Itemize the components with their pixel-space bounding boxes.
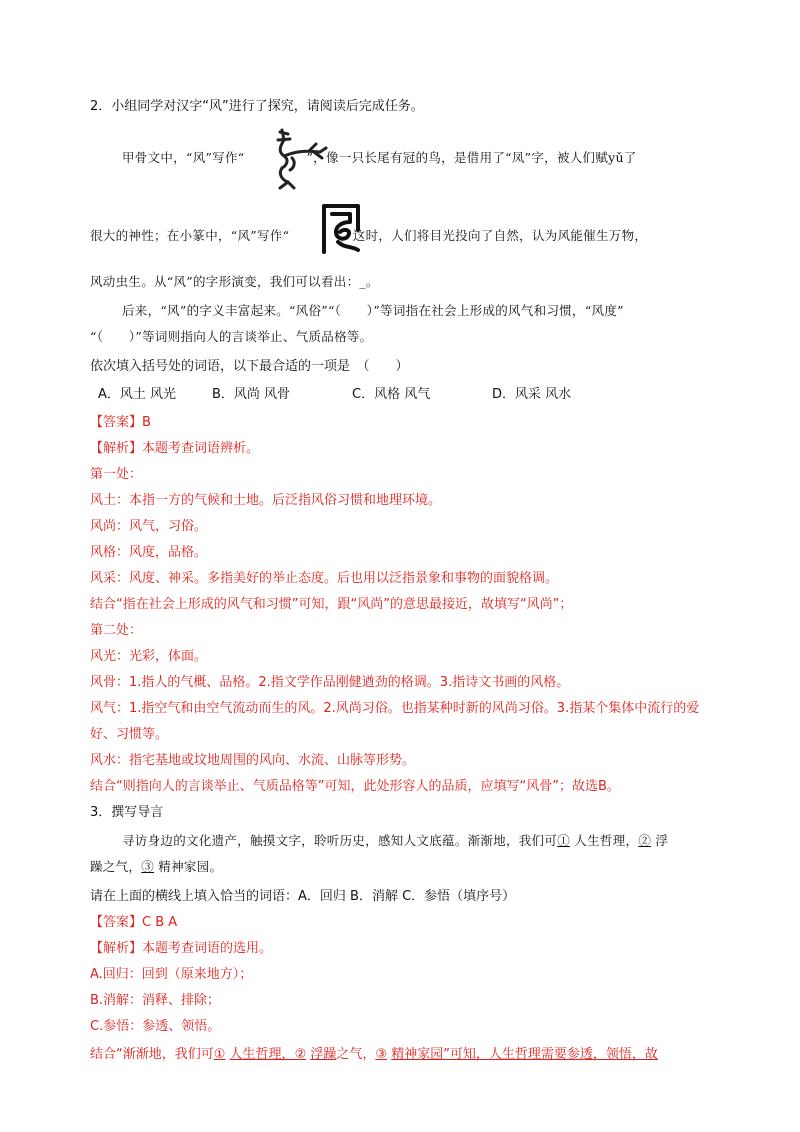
q3-last-a: 结合“渐渐地，我们可 (90, 1047, 214, 1062)
blank-3: ③ (141, 859, 155, 874)
q3-last-e: 之气， (336, 1047, 376, 1062)
q3-p2-text-b: 精神家园。 (158, 859, 223, 874)
q3-analysis-3: C.参悟：参透、领悟。 (90, 1019, 221, 1034)
q2-p5: “（ ）”等词则指向人的言谈举止、气质品格等。 (90, 329, 373, 344)
q2-analysis-12: 风水：指宅基地或坟地周围的风向、水流、山脉等形势。 (90, 753, 416, 768)
q3-paragraph-line-1 (122, 831, 668, 851)
q2-analysis-0: 【解析】本题考查词语辨析。 (90, 441, 260, 456)
q2-analysis-3: 风尚：风气，习俗。 (90, 519, 208, 534)
q2-p1-text-b: ”，像一只长尾有冠的鸟，是借用了“凤”字，被人们赋yǔ了 (306, 150, 637, 165)
q3-analysis-2: B.消解：消释、排除； (90, 993, 221, 1008)
q3-last-c: 人生哲理， (229, 1047, 295, 1062)
q2-analysis-8: 风光：光彩，体面。 (90, 649, 208, 664)
q2-analysis-10: 风气：1.指空气和由空气流动而生的风。2.风尚习俗。也指某种时新的风尚习俗。3.指某个集体中流行的爱 (90, 701, 700, 716)
q2-p1-text-a: 甲骨文中，“风”写作“ (122, 150, 245, 165)
q2-paragraph-line-2 (90, 226, 647, 246)
q2-analysis-6: 结合“指在社会上形成的风气和习惯”可知，跟“风尚”的意思最接近，故填写“风尚”； (90, 597, 573, 612)
q3-p1-text-b: 人生哲理， (574, 833, 639, 848)
q2-analysis-13: 结合“则指向人的言谈举止、气质品格等”可知，此处形容人的品质，应填写“风骨”；故选B。 (90, 779, 620, 794)
q3-analysis-1: A.回归：回到（原来地方）； (90, 967, 253, 982)
q3-title: 3．撰写导言 (90, 805, 164, 820)
blank-1: ① (557, 833, 571, 848)
q3-last-d: 浮躁 (310, 1047, 337, 1062)
q2-paragraph-line-1 (122, 148, 637, 168)
q3-analysis-0: 【解析】本题考查词语的选用。 (90, 941, 273, 956)
q3-last-blank-1: ① (213, 1047, 226, 1062)
q3-question: 请在上面的横线上填入恰当的词语：A．回归 B．消解 C．参悟（填序号） (90, 889, 516, 904)
oracle-bone-feng-glyph (270, 128, 330, 190)
q3-p1-text-a: 寻访身边的文化遗产，触摸文字，聆听历史，感知人文底蕴。渐渐地，我们可 (122, 833, 558, 848)
q3-last-f: 精神家园”可知，人生哲理需要参透，领悟，故 (391, 1047, 658, 1062)
q2-analysis-1: 第一处： (90, 467, 143, 482)
q2-analysis-2: 风土：本指一方的气候和土地。后泛指风俗习惯和地理环境。 (90, 493, 442, 508)
q2-p4: 后来，“风”的字义丰富起来。“风俗”“（ ）”等词指在社会上形成的风气和习惯，“风度” (122, 303, 624, 318)
q2-option-c: C．风格 风气 (352, 387, 431, 402)
q2-analysis-9: 风骨：1.指人的气概、品格。2.指文学作品刚健遒劲的格调。3.指诗文书画的风格。 (90, 675, 570, 690)
q3-p2-text-a: 躁之气， (90, 859, 142, 874)
q3-last-line (90, 1045, 658, 1065)
q2-option-a: A．风土 风光 (98, 387, 177, 402)
q2-option-b: B．风尚 风骨 (212, 387, 291, 402)
q2-analysis-11: 好、习惯等。 (90, 727, 169, 742)
q2-title: 2．小组同学对汉字“风”进行了探究，请阅读后完成任务。 (90, 99, 424, 114)
q2-analysis-7: 第二处： (90, 623, 143, 638)
q2-analysis-4: 风格：风度，品格。 (90, 545, 208, 560)
q3-last-blank-2: ② (294, 1047, 307, 1062)
q3-last-blank-3: ③ (375, 1047, 388, 1062)
q2-p2-text-a: 很大的神性；在小篆中，“风”写作“ (90, 228, 290, 243)
q2-option-d: D．风采 风水 (492, 387, 572, 402)
q3-answer: 【答案】C B A (90, 915, 178, 930)
blank-2: ② (638, 833, 652, 848)
q3-p1-text-c: 浮 (655, 833, 669, 848)
q2-analysis-5: 风采：风度、神采。多指美好的举止态度。后也用以泛指景象和事物的面貌格调。 (90, 571, 559, 586)
q2-answer: 【答案】B (90, 415, 151, 430)
q2-p2-text-b: ”，这时，人们将目光投向了自然，认为风能催生万物， (333, 228, 648, 243)
q2-question: 依次填入括号处的词语，以下最合适的一项是 （ ） (90, 359, 409, 374)
q2-p3: 风动虫生。从“风”的字形演变，我们可以看出：_。 (90, 274, 379, 289)
q3-paragraph-line-2 (90, 857, 222, 877)
seal-script-feng-glyph (318, 200, 364, 256)
